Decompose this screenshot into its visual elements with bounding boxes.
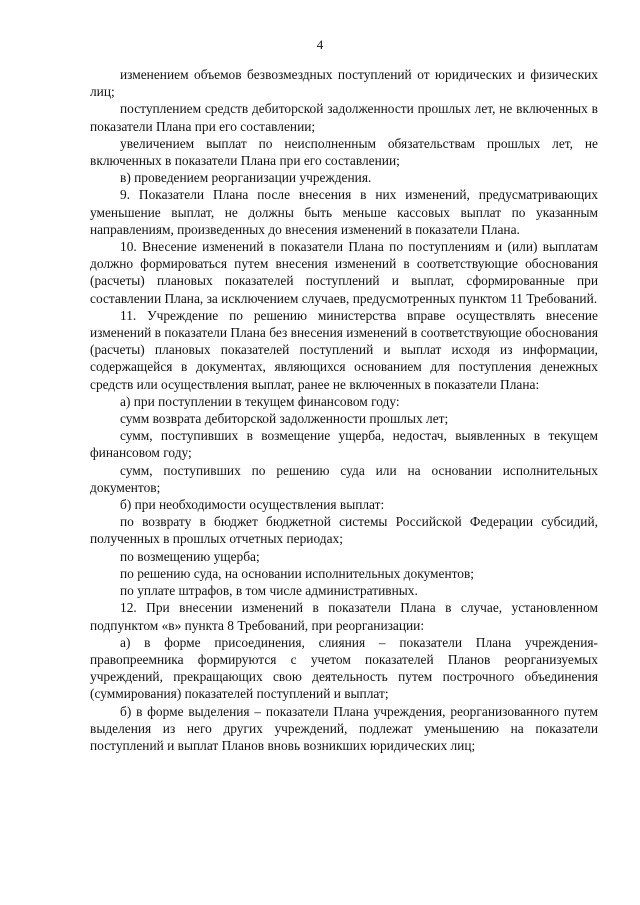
paragraph: а) в форме присоединения, слияния – показатели Плана учреждения-правопреемника формируются с учетом показателей Планов реорганизуемых учреждений, прекращающих свою деятельность путем построчного объединения (суммирования) показателей поступлений и выплат; [90, 634, 598, 702]
paragraph: 10. Внесение изменений в показатели Плана по поступлениям и (или) выплатам должно формироваться путем внесения изменений в соответствующие обоснования (расчеты) плановых показателей поступлений и выплат, сформированные при составлении Плана, за исключением случаев, предусмотренных пунктом 11 Требований. [90, 239, 598, 306]
paragraph: по возврату в бюджет бюджетной системы Российской Федерации субсидий, полученных в прошлых отчетных периодах; [90, 514, 598, 547]
paragraph: увеличением выплат по неисполненным обязательствам прошлых лет, не включенных в показатели Плана при его составлении; [90, 135, 598, 169]
document-body [90, 66, 598, 754]
paragraph: 11. Учреждение по решению министерства вправе осуществлять внесение изменений в показатели Плана без внесения изменений в соответствующие обоснования (расчеты) плановых показателей поступлений и выплат исходя из информации, содержащейся в документах, являющихся основанием для поступления денежных средств или осуществления выплат, ранее не включенных в показатели Плана: [90, 307, 598, 392]
paragraph: а) при поступлении в текущем финансовом году: [120, 393, 400, 409]
paragraph: по решению суда, на основании исполнительных документов; [120, 565, 475, 581]
paragraph: б) в форме выделения – показатели Плана учреждения, реорганизованного путем выделения из него других учреждений, подлежат уменьшению на показатели поступлений и выплат Планов вновь возникших юридических лиц; [90, 703, 598, 753]
paragraph: сумм возврата дебиторской задолженности прошлых лет; [120, 411, 449, 427]
page-number: 4 [316, 37, 324, 52]
paragraph: по уплате штрафов, в том числе административных. [120, 583, 418, 599]
paragraph: изменением объемов безвозмездных поступлений от юридических и физических лиц; [90, 67, 598, 100]
paragraph: в) проведением реорганизации учреждения. [120, 170, 372, 186]
paragraph: по возмещению ущерба; [120, 548, 260, 564]
paragraph: 12. При внесении изменений в показатели Плана в случае, установленном подпунктом «в» пункта 8 Требований, при реорганизации: [90, 600, 598, 633]
paragraph: б) при необходимости осуществления выплат: [120, 497, 385, 513]
paragraph: 9. Показатели Плана после внесения в них изменений, предусматривающих уменьшение выплат, не должны быть меньше кассовых выплат по указанным направлениям, произведенных до внесения изменений в показатели Плана. [90, 187, 598, 237]
paragraph: сумм, поступивших в возмещение ущерба, недостач, выявленных в текущем финансовом году; [90, 428, 598, 461]
paragraph: поступлением средств дебиторской задолженности прошлых лет, не включенных в показатели Плана при его составлении; [90, 101, 598, 134]
paragraph: сумм, поступивших по решению суда или на основании исполнительных документов; [90, 462, 598, 495]
